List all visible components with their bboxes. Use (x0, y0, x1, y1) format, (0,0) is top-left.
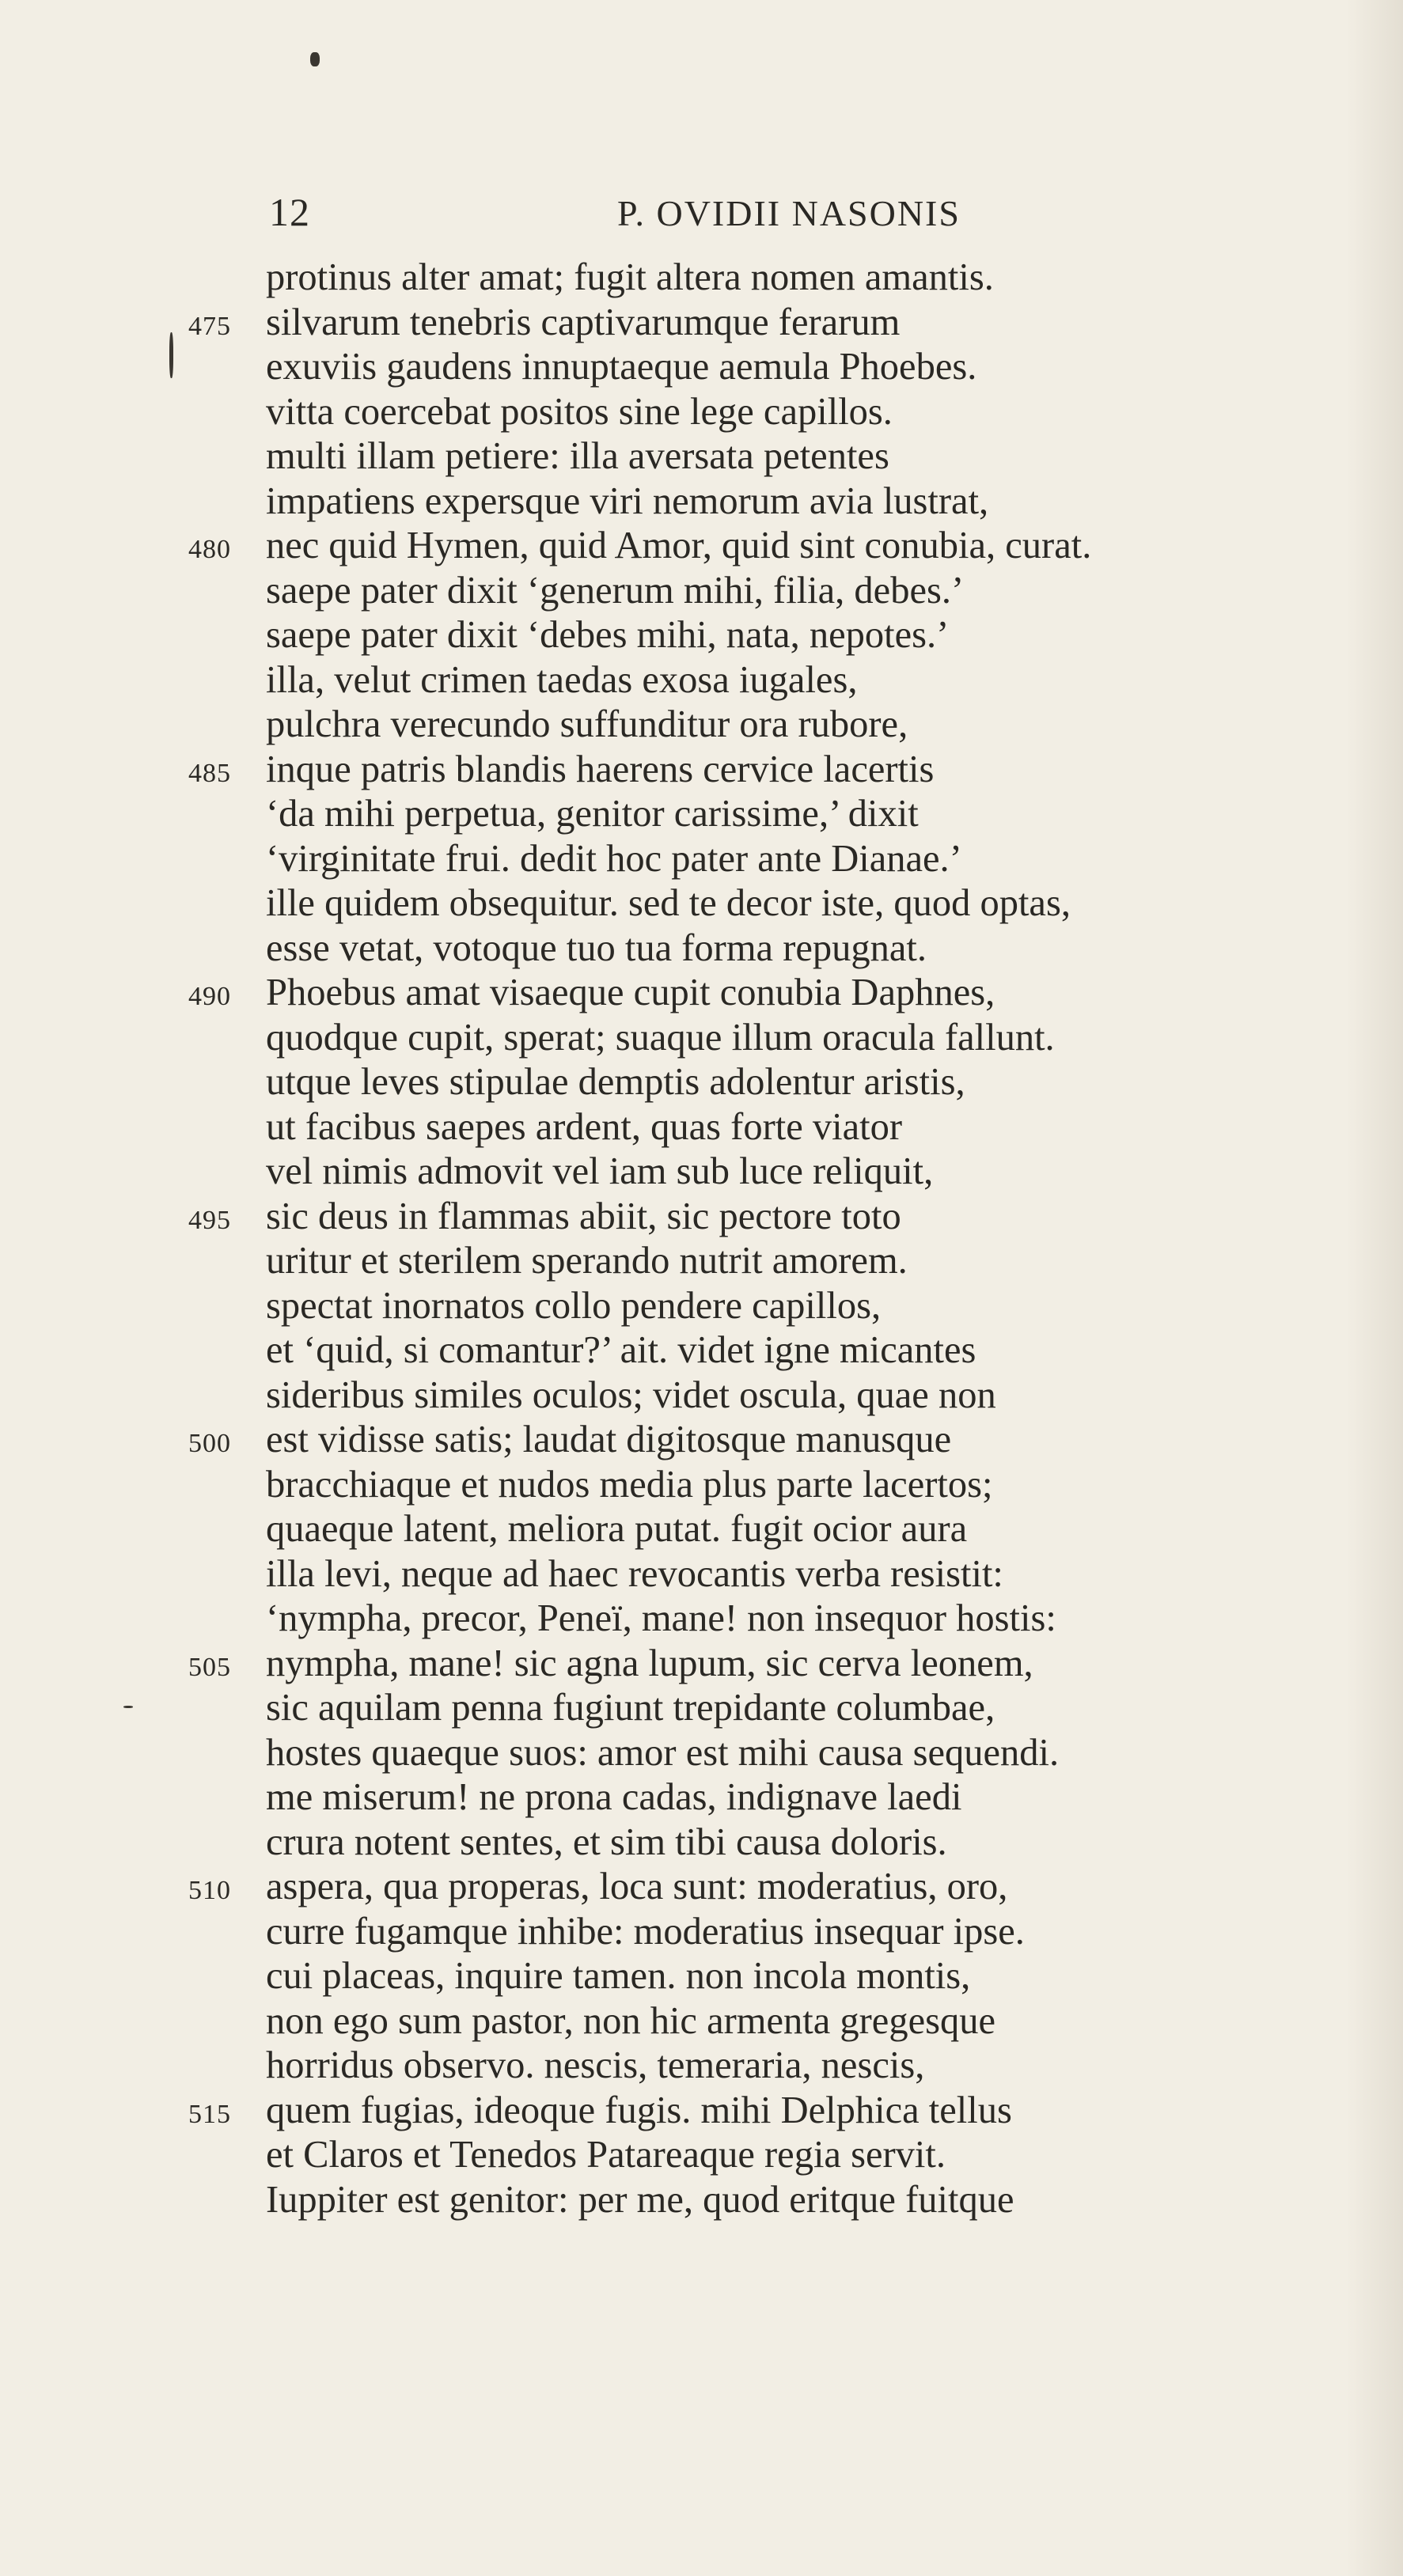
verse-line (0, 300, 1403, 345)
verse-line (0, 255, 1403, 300)
verse-line (0, 881, 1403, 926)
verse-line (0, 747, 1403, 792)
verse-text: impatiens expersque viri nemorum avia lustrat, (266, 479, 989, 522)
verse-text: ‘virginitate frui. dedit hoc pater ante Dianae.’ (266, 837, 962, 880)
verse-text: et ‘quid, si comantur?’ ait. videt igne micantes (266, 1329, 976, 1371)
verse-line (0, 1417, 1403, 1462)
verse-text: ille quidem obsequitur. sed te decor iste, quod optas, (266, 882, 1071, 924)
verse-text: esse vetat, votoque tuo tua forma repugnat. (266, 926, 927, 969)
verse-text: pulchra verecundo suffunditur ora rubore, (266, 703, 908, 745)
verse-line (0, 1730, 1403, 1775)
verse-text: multi illam petiere: illa aversata petentes (266, 435, 889, 477)
verse-line (0, 970, 1403, 1015)
verse-line (0, 389, 1403, 434)
verse-line (0, 657, 1403, 703)
verse-line (0, 1238, 1403, 1283)
verse-line (0, 1551, 1403, 1597)
verse-line (0, 1328, 1403, 1373)
verse-line (0, 1059, 1403, 1104)
verse-block (0, 255, 1403, 2222)
verse-text: illa levi, neque ad haec revocantis verba resistit: (266, 1552, 1003, 1595)
verse-text: non ego sum pastor, non hic armenta gregesque (266, 1999, 995, 2042)
verse-text: exuviis gaudens innuptaeque aemula Phoebes. (266, 346, 977, 388)
verse-number: 515 (188, 2099, 231, 2129)
verse-line (0, 836, 1403, 881)
verse-line (0, 2043, 1403, 2088)
verse-text: vel nimis admovit vel iam sub luce reliquit, (266, 1150, 934, 1192)
verse-text: quodque cupit, sperat; suaque illum oracula fallunt. (266, 1016, 1055, 1059)
verse-text: quaeque latent, meliora putat. fugit ocior aura (266, 1508, 968, 1550)
verse-line (0, 1998, 1403, 2044)
verse-text: aspera, qua properas, loca sunt: moderatius, oro, (266, 1866, 1008, 1907)
verse-number: 505 (188, 1652, 231, 1682)
verse-text: bracchiaque et nudos media plus parte lacertos; (266, 1463, 993, 1506)
verse-text: uritur et sterilem sperando nutrit amorem. (266, 1240, 908, 1282)
verse-line (0, 1864, 1403, 1909)
verse-line (0, 1909, 1403, 1954)
verse-line (0, 1104, 1403, 1150)
verse-line (0, 479, 1403, 524)
verse-text: nympha, mane! sic agna lupum, sic cerva leonem, (266, 1642, 1033, 1684)
verse-number: 495 (188, 1205, 231, 1235)
verse-text: saepe pater dixit ‘generum mihi, filia, debes.’ (266, 569, 965, 612)
verse-text: inque patris blandis haerens cervice lacertis (266, 748, 935, 790)
verse-line (0, 1149, 1403, 1194)
verse-text: Iuppiter est genitor: per me, quod eritque fuitque (266, 2178, 1014, 2221)
verse-text: ‘da mihi perpetua, genitor carissime,’ dixit (266, 793, 919, 835)
verse-line (0, 1194, 1403, 1239)
verse-text: illa, velut crimen taedas exosa iugales, (266, 658, 858, 701)
verse-number: 510 (188, 1876, 231, 1905)
ink-speck-top (310, 52, 320, 66)
verse-line (0, 523, 1403, 568)
verse-text: ‘nympha, precor, Peneï, mane! non insequor hostis: (266, 1597, 1056, 1639)
page-number: 12 (269, 190, 310, 234)
verse-text: crura notent sentes, et sim tibi causa doloris. (266, 1820, 947, 1863)
verse-text: vitta coercebat positos sine lege capillos. (266, 390, 893, 433)
verse-line (0, 1820, 1403, 1865)
verse-text: cui placeas, inquire tamen. non incola montis, (266, 1955, 971, 1997)
verse-text: horridus observo. nescis, temeraria, nescis, (266, 2044, 925, 2086)
verse-line (0, 791, 1403, 836)
verse-text: silvarum tenebris captivarumque ferarum (266, 301, 901, 343)
verse-text: ut facibus saepes ardent, quas forte viator (266, 1105, 902, 1148)
verse-line (0, 1596, 1403, 1641)
verse-text: sic deus in flammas abiit, sic pectore toto (266, 1195, 901, 1237)
verse-line (0, 1953, 1403, 1998)
verse-line (0, 1015, 1403, 1060)
verse-line (0, 1641, 1403, 1686)
verse-text: sideribus similes oculos; videt oscula, quae non (266, 1373, 996, 1416)
verse-line (0, 344, 1403, 389)
verse-line (0, 1685, 1403, 1730)
verse-text: curre fugamque inhibe: moderatius insequar ipse. (266, 1910, 1025, 1953)
verse-line (0, 1775, 1403, 1820)
verse-text: et Claros et Tenedos Patareaque regia servit. (266, 2134, 946, 2176)
verse-line (0, 568, 1403, 613)
running-head: P. OVIDII NASONIS (617, 193, 961, 233)
verse-text: utque leves stipulae demptis adolentur aristis, (266, 1061, 965, 1103)
verse-line (0, 702, 1403, 747)
verse-line (0, 1373, 1403, 1418)
verse-line (0, 2132, 1403, 2177)
verse-line (0, 2177, 1403, 2222)
verse-number: 490 (188, 982, 231, 1011)
verse-text: hostes quaeque suos: amor est mihi causa sequendi. (266, 1731, 1060, 1774)
verse-text: sic aquilam penna fugiunt trepidante columbae, (266, 1687, 995, 1729)
verse-line (0, 1283, 1403, 1328)
verse-line (0, 926, 1403, 971)
verse-text: Phoebus amat visaeque cupit conubia Daphnes, (266, 972, 995, 1013)
verse-number: 485 (188, 758, 231, 788)
verse-line (0, 612, 1403, 657)
verse-line (0, 2088, 1403, 2133)
verse-text: saepe pater dixit ‘debes mihi, nata, nepotes.’ (266, 614, 950, 656)
verse-text: me miserum! ne prona cadas, indignave laedi (266, 1776, 962, 1818)
verse-text: quem fugias, ideoque fugis. mihi Delphica tellus (266, 2089, 1012, 2131)
verse-text: nec quid Hymen, quid Amor, quid sint conubia, curat. (266, 525, 1092, 566)
verse-number: 500 (188, 1429, 231, 1458)
verse-line (0, 1462, 1403, 1507)
verse-line (0, 434, 1403, 479)
verse-number: 475 (188, 311, 231, 341)
verse-text: est vidisse satis; laudat digitosque manusque (266, 1419, 952, 1460)
verse-text: protinus alter amat; fugit altera nomen amantis. (266, 256, 994, 298)
verse-number: 480 (188, 535, 231, 564)
verse-line (0, 1506, 1403, 1551)
verse-text: spectat inornatos collo pendere capillos, (266, 1284, 882, 1327)
